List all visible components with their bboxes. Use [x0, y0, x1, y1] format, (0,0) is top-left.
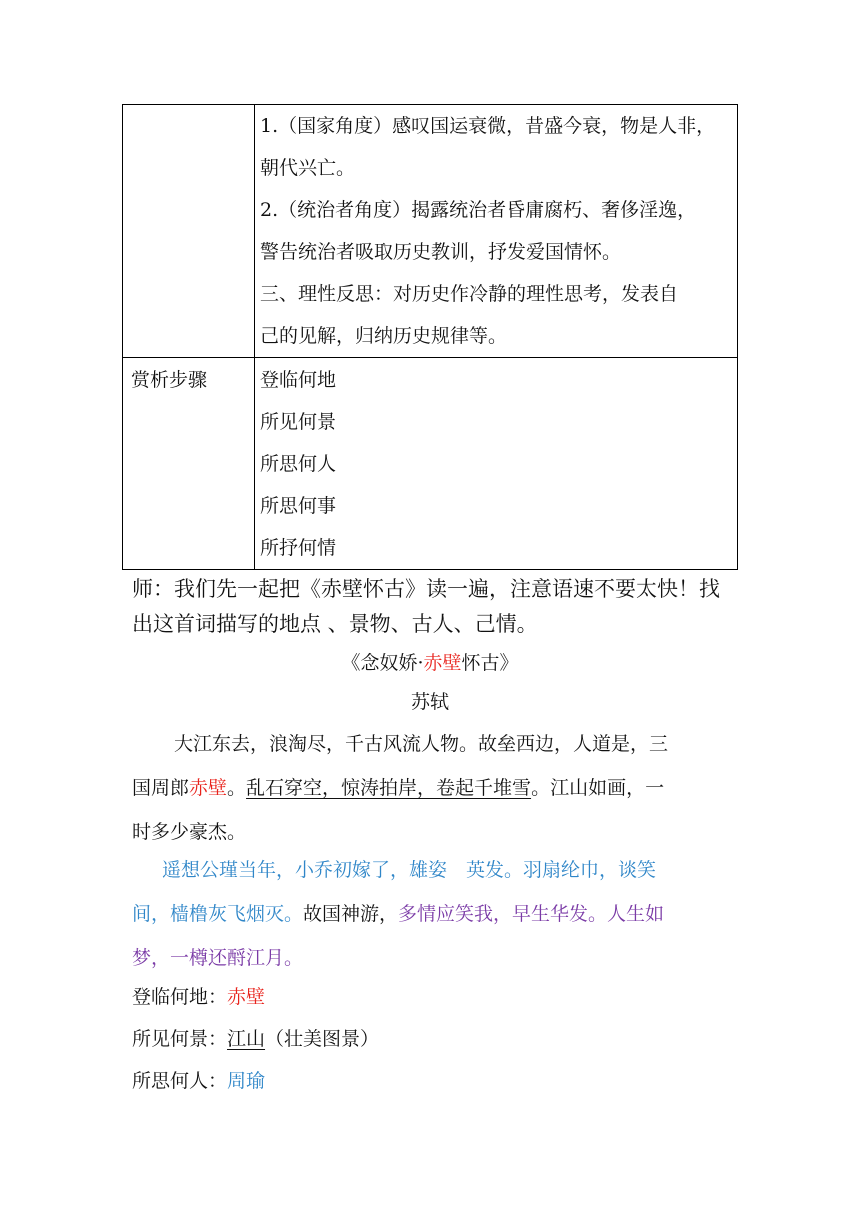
summary-place: [132, 982, 265, 1012]
table-line: 己的见解，归纳历史规律等。: [260, 325, 508, 347]
table-line: 警告统治者吸取历史教训，抒发爱国情怀。: [260, 241, 622, 263]
poem-line: [132, 766, 742, 810]
table-line: 1.（国家角度）感叹国运衰微，昔盛今衰，物是人非，: [260, 115, 716, 137]
step-item: 所见何景: [260, 411, 337, 433]
summary-person: [132, 1066, 265, 1096]
highlight-place: 赤壁: [189, 777, 228, 799]
poem-line: 遥想公瑾当年，小乔初嫁了，雄姿 英发。羽扇纶巾，谈笑: [162, 859, 657, 881]
poem-line: [132, 892, 742, 936]
poem-author: 苏轼: [410, 691, 449, 713]
summary-scenery: [132, 1024, 379, 1054]
step-item: 登临何地: [260, 369, 337, 391]
text: 国周郎: [132, 777, 190, 799]
text: 故国神游，: [303, 903, 399, 925]
poem-stanza-2: [132, 848, 742, 980]
summary-value: 江山: [227, 1028, 266, 1050]
poem-title-start: 《念奴娇·: [341, 652, 424, 674]
highlight-emotion: 多情应笑我，早生华发。人生如: [398, 903, 665, 925]
table-line: 三、理性反思：对历史作冷静的理性思考，发表自: [260, 283, 679, 305]
poem-title: [0, 648, 860, 678]
analysis-table: [122, 104, 738, 570]
table-line: 朝代兴亡。: [260, 157, 356, 179]
text: 。: [227, 777, 247, 799]
table-cell-emotion-notes: [260, 105, 732, 357]
underlined-scenery: 乱石穿空，惊涛拍岸，卷起千堆雪: [246, 777, 532, 799]
teacher-instruction: [132, 572, 742, 642]
table-line: 2.（统治者角度）揭露统治者昏庸腐朽、奢侈淫逸，: [260, 199, 697, 221]
poem-title-highlight: 赤壁: [423, 652, 462, 674]
text: 。江山如画，一: [531, 777, 665, 799]
poem-title-end: 怀古》: [461, 652, 519, 674]
poem-line: 梦，一樽还酹江月。: [132, 947, 304, 969]
summary-label: 登临何地：: [132, 986, 228, 1008]
teacher-line: 出这首词描写的地点 、景物、古人、己情。: [132, 612, 538, 636]
step-item: 所思何人: [260, 453, 337, 475]
table-row-divider: [123, 357, 737, 358]
step-item: 所思何事: [260, 495, 337, 517]
table-cell-label: 赏析步骤: [131, 369, 208, 391]
poem-stanza-1: [132, 722, 742, 854]
summary-value: 周瑜: [227, 1070, 266, 1092]
summary-label: 所见何景：: [132, 1028, 228, 1050]
table-cell-steps: [260, 359, 336, 569]
teacher-line: 师：我们先一起把《赤壁怀古》读一遍，注意语速不要太快！找: [132, 577, 720, 601]
poem-line: 大江东去，浪淘尽，千古风流人物。故垒西边，人道是，三: [174, 733, 669, 755]
highlight-person: 间，樯橹灰飞烟灭。: [132, 903, 304, 925]
summary-label: 所思何人：: [132, 1070, 228, 1092]
step-item: 所抒何情: [260, 537, 337, 559]
summary-value: 赤壁: [227, 986, 266, 1008]
summary-note: （壮美图景）: [265, 1028, 380, 1050]
table-column-divider: [254, 105, 255, 569]
poem-line: 时多少豪杰。: [132, 821, 247, 843]
